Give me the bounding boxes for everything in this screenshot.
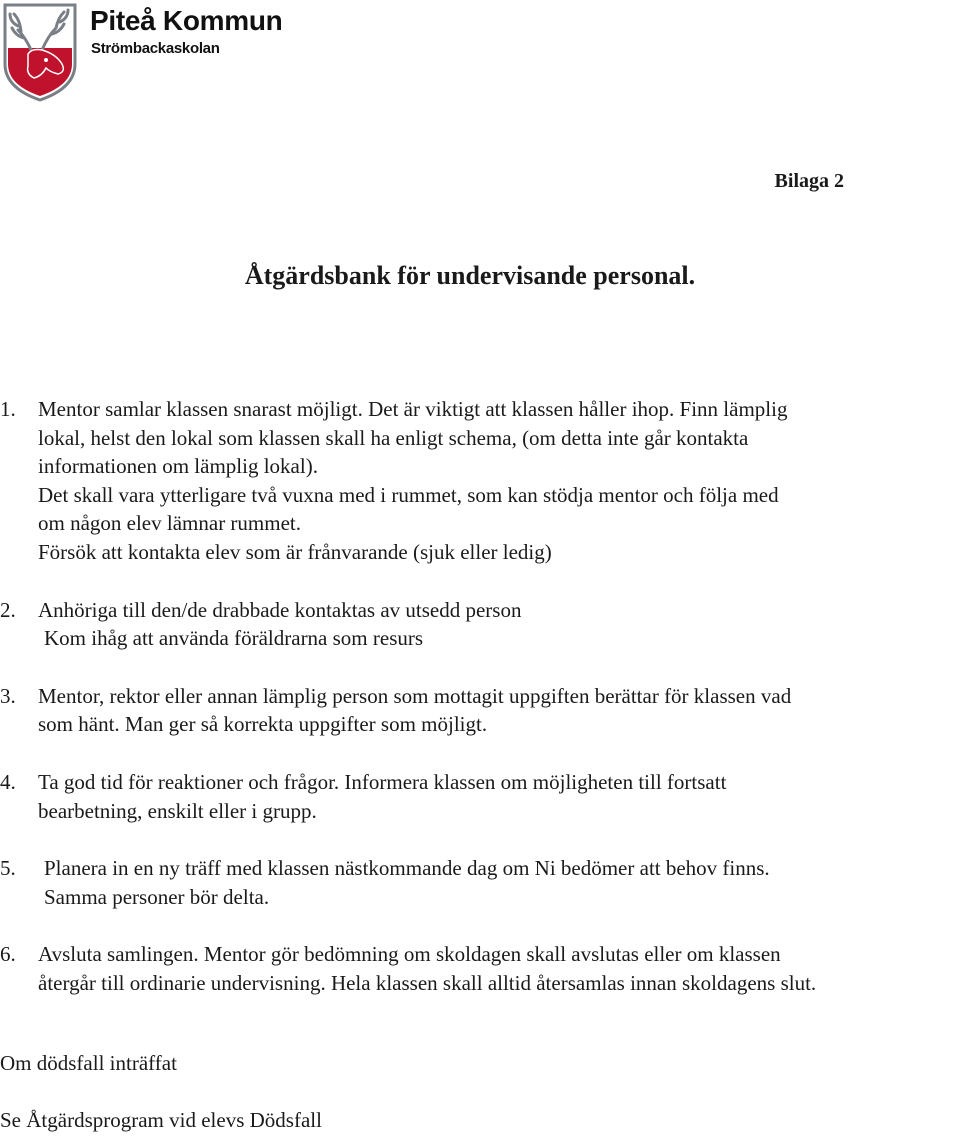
item-text: återgår till ordinarie undervisning. Hela klassen skall alltid återsamlas innan skoldagens slut. xyxy=(38,970,817,995)
school-name: Strömbackaskolan xyxy=(91,40,220,57)
list-item xyxy=(0,854,960,911)
list-item xyxy=(0,940,960,997)
item-text: Samma personer bör delta. xyxy=(44,884,270,909)
item-text: informationen om lämplig lokal). xyxy=(38,454,318,479)
item-text: Mentor samlar klassen snarast möjligt. Det är viktigt att klassen håller ihop. Finn lämplig xyxy=(38,397,788,421)
list-item xyxy=(0,395,960,567)
reindeer-crest-icon xyxy=(2,2,78,102)
item-text: Försök att kontakta elev som är frånvarande (sjuk eller ledig) xyxy=(38,539,552,564)
item-number: 2. xyxy=(0,597,16,622)
item-text: Mentor, rektor eller annan lämplig person som mottagit uppgiften berättar för klassen vad xyxy=(38,683,792,708)
footer-heading: Om dödsfall inträffat xyxy=(0,1051,177,1075)
item-text: Kom ihåg att använda föräldrarna som resurs xyxy=(44,626,424,651)
item-number: 3. xyxy=(0,683,16,708)
item-text: bearbetning, enskilt eller i grupp. xyxy=(38,798,317,823)
item-number: 4. xyxy=(0,769,16,794)
footer-reference: Se Åtgärdsprogram vid elevs Dödsfall xyxy=(0,1108,322,1132)
item-text: Planera in en ny träff med klassen nästkommande dag om Ni bedömer att behov finns. xyxy=(44,856,770,881)
organization-name: Piteå Kommun xyxy=(90,5,283,36)
item-text: Det skall vara ytterligare två vuxna med i rummet, som kan stödja mentor och följa med xyxy=(38,482,779,507)
item-text: Ta god tid för reaktioner och frågor. Informera klassen om möjligheten till fortsatt xyxy=(38,769,727,794)
action-list xyxy=(0,395,960,998)
list-item xyxy=(0,596,960,653)
item-number: 6. xyxy=(0,942,16,967)
item-text: som hänt. Man ger så korrekta uppgifter som möjligt. xyxy=(38,712,488,737)
list-item xyxy=(0,682,960,739)
item-text: Avsluta samlingen. Mentor gör bedömning om skoldagen skall avslutas eller om klassen xyxy=(38,942,781,967)
item-text: lokal, helst den lokal som klassen skall ha enligt schema, (om detta inte går kontakta xyxy=(38,425,749,450)
document-header xyxy=(0,0,400,104)
item-number: 1. xyxy=(0,397,16,421)
item-text: om någon elev lämnar rummet. xyxy=(38,511,302,536)
annex-label: Bilaga 2 xyxy=(774,170,844,192)
item-number: 5. xyxy=(0,856,16,881)
item-text: Anhöriga till den/de drabbade kontaktas av utsedd person xyxy=(38,597,522,622)
document-title: Åtgärdsbank för undervisande personal. xyxy=(244,261,696,290)
list-item xyxy=(0,768,960,825)
